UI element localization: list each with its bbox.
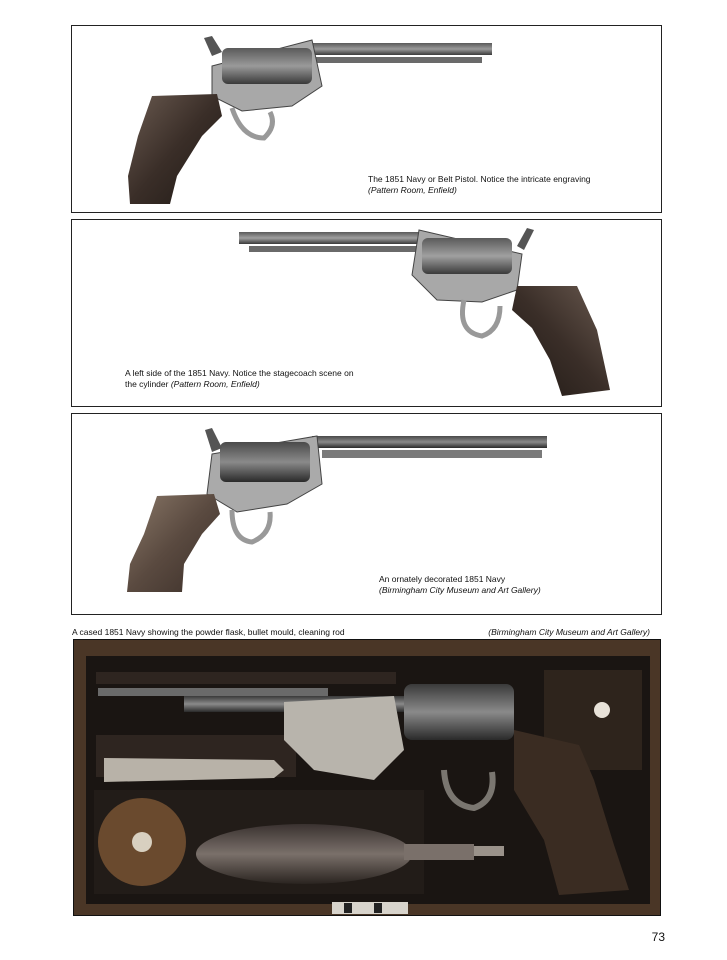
plate-2 — [71, 219, 662, 407]
plate-2-caption — [125, 368, 365, 390]
caption-text: An ornately decorated 1851 Navy — [379, 574, 506, 584]
page-number: 73 — [651, 930, 665, 944]
plate-3-caption — [379, 574, 599, 596]
cased-set-caption — [72, 627, 664, 638]
plate-3 — [71, 413, 662, 615]
caption-text: A left side of the 1851 Navy. Notice the stagecoach scene on the cylinder — [125, 368, 354, 389]
caption-text: A cased 1851 Navy showing the powder flask, bullet mould, cleaning rod — [72, 627, 345, 637]
caption-credit: (Pattern Room, Enfield) — [368, 185, 457, 195]
caption-credit: (Pattern Room, Enfield) — [170, 379, 260, 389]
cased-revolver-illustration — [74, 640, 661, 916]
caption-credit: (Birmingham City Museum and Art Gallery) — [488, 627, 650, 637]
plate-1 — [71, 25, 662, 213]
cased-set-photo — [73, 639, 661, 916]
caption-text: The 1851 Navy or Belt Pistol. Notice the intricate engraving — [368, 174, 591, 184]
plate-1-caption — [368, 174, 608, 196]
caption-credit: (Birmingham City Museum and Art Gallery) — [379, 585, 541, 595]
